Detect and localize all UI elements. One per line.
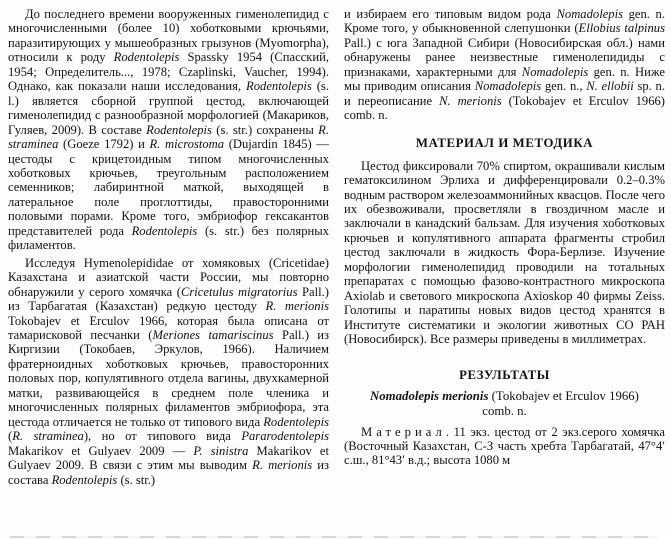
text-run: (s. str.) сохранены	[211, 122, 319, 137]
text-run: и избираем его типовым видом рода	[344, 7, 557, 21]
taxon-name: N. ellobii	[586, 79, 634, 94]
taxon-name: Rodentolepis	[51, 472, 118, 487]
right-column	[344, 7, 665, 539]
paragraph-material	[344, 425, 665, 468]
text-run: Pall.) с юга Западной Сибири (Новосибирская обл.) нами обнаружены ранее неизвестные гименолепидиды с признаками, характерными для	[344, 35, 665, 79]
text-run: (Dujardin 1845) — цестоды с крицетоидным типом многочисленных хоботковых крючьев, треугольным расположением семенников; лабиринтной маткой, выходящей в латеральное поле проглоттиды, правосторонними половыми порами. Кроме того, эмбриофор гексакантов представителей рода	[8, 137, 329, 238]
text-run: . 11 экз. цестод от 2 экз.серого хомячка (Восточный Казахстан, С-З часть хребта Тарбагатай, 47°4′ с.ш., 81°43′ в.д.; высота 1080 м	[344, 424, 665, 468]
text-run: Pall.) из Киргизии (Токобаев, Эркулов, 1966). Наличием фратерноидных хоботковых крючьев, правосторонних половых пор, копулятивного отдела вагины, двухкамерной матки, развивающейся в среднем поле членика и многочисленных полярных филаментов эмбриофора, эта цестода отличается не только от типового вида	[8, 327, 330, 429]
text-run: (Tokobajev et Erculov 1966)	[488, 388, 639, 403]
text-run: Tokobajev et Erculov 1966, которая была описана от тамарисковой песчанки (	[8, 313, 329, 342]
taxon-name: Ellobius talpinus	[578, 21, 665, 36]
taxon-name: Nomadolepis	[556, 7, 623, 21]
paragraph-continuation	[344, 7, 665, 123]
taxon-name: Rodentolepis	[246, 79, 312, 94]
text-run: Makarikov et Gulyaev 2009. В связи с этим мы выводим	[8, 443, 329, 473]
text-run: Spassky 1954 (Спасский, 1954; Определитель..., 1978; Czaplinski, Vaucher, 1994). Однако, как показали наши исследования,	[8, 50, 329, 94]
text-run: Pall.) из Тарбагатая (Казахстан) редкую цестоду	[8, 284, 329, 314]
taxon-name: R. straminea	[8, 122, 329, 152]
left-column	[8, 7, 329, 539]
text-run: (s. str.)	[117, 472, 156, 487]
scan-artifact-line	[10, 536, 657, 538]
taxon-name: Meriones tamariscinus	[152, 327, 274, 342]
taxon-name: P. sinistra	[193, 443, 249, 458]
text-run: gen. n. Ниже мы приводим описания	[344, 64, 665, 94]
taxon-name: Rodentolepis	[131, 223, 198, 238]
text-run: comb. n.	[482, 403, 527, 418]
text-run: Цестод фиксировали 70% спиртом, окрашивали кислым гематоксилином Эрлиха и дифференцировали 0.2–0.3% водным раствором железоаммонийных квасцов. После чего их обезвоживали, просветляли в гвоздичном масле и заключали в канадский бальзам. Для изучения хоботковых крючьев и копулятивного аппарата фрагменты стробил цестод заключали в жидкость Фора-Берлизе. Изучение морфологии гименолепидид проводили на тотальных препаратах с помощью фазово-контрастного микроскопа Axiolab и светового микроскопа Axioskop 40 фирмы Zeiss. Голотипы и паратипы новых видов цестод хранятся в Институте систематики и экологии животных СО РАН (Новосибирск). Все размеры приведены в миллиметрах.	[344, 158, 665, 347]
taxon-name: R. merionis	[265, 299, 329, 314]
species-heading	[344, 389, 665, 419]
taxon-name: Nomadolepis	[521, 64, 589, 79]
taxon-name: Nomadolepis	[474, 79, 542, 94]
text-run: Материал	[361, 424, 446, 439]
text-run: sp. n. и переописание	[344, 79, 665, 108]
text-run: из состава	[8, 458, 329, 487]
taxon-name: N. merionis	[439, 93, 502, 108]
text-run: Исследуя Hymenolepididae от хомяковых (Cricetidae) Казахстана и азиатской части России, мы повторно обнаружили у серого хомячка (	[8, 255, 329, 299]
text-run: (s. str.) без полярных филаментов.	[8, 223, 330, 253]
text-run: gen. n. Кроме того, у обыкновенной слепушонки (	[344, 7, 665, 36]
taxon-name: Cricetulus migratorius	[181, 284, 298, 299]
taxon-name: R. straminea	[12, 429, 84, 444]
text-run: ), но от типового вида	[83, 429, 242, 444]
taxon-name: Rodentolepis	[146, 122, 212, 137]
text-run: (Goeze 1792) и	[58, 137, 150, 152]
text-run: (Tokobajev et Erculov 1966) comb. n.	[344, 93, 665, 123]
paragraph-study	[8, 256, 329, 487]
taxon-name: Rodentolepis	[113, 50, 180, 65]
text-run: (	[8, 429, 13, 444]
taxon-name: Pararodentolepis	[241, 429, 329, 444]
text-run: (s. l.) является сборной группой цестод, включающей гименолепидид с разнообразной морфологией (Макариков, Гуляев, 2009). В составе	[8, 79, 329, 137]
text-run: gen. n.,	[541, 79, 587, 94]
paragraph-intro	[8, 7, 329, 253]
section-heading-results: РЕЗУЛЬТАТЫ	[459, 367, 550, 382]
taxon-name: Rodentolepis	[263, 414, 329, 429]
text-run: Makarikov et Gulyaev 2009 —	[8, 443, 194, 458]
taxon-name: R. microstoma	[149, 137, 225, 152]
section-heading-methods: МАТЕРИАЛ И МЕТОДИКА	[415, 135, 594, 150]
text-run: До последнего времени вооруженных гименолепидид с многочисленными (более 10) хоботковыми крючьями, паразитирующих у мышеобразных грызунов (Myomorpha), относили к роду	[8, 7, 329, 65]
paragraph-methods	[344, 159, 665, 347]
taxon-name: Nomadolepis merionis	[370, 388, 489, 403]
taxon-name: R. merionis	[252, 458, 313, 473]
